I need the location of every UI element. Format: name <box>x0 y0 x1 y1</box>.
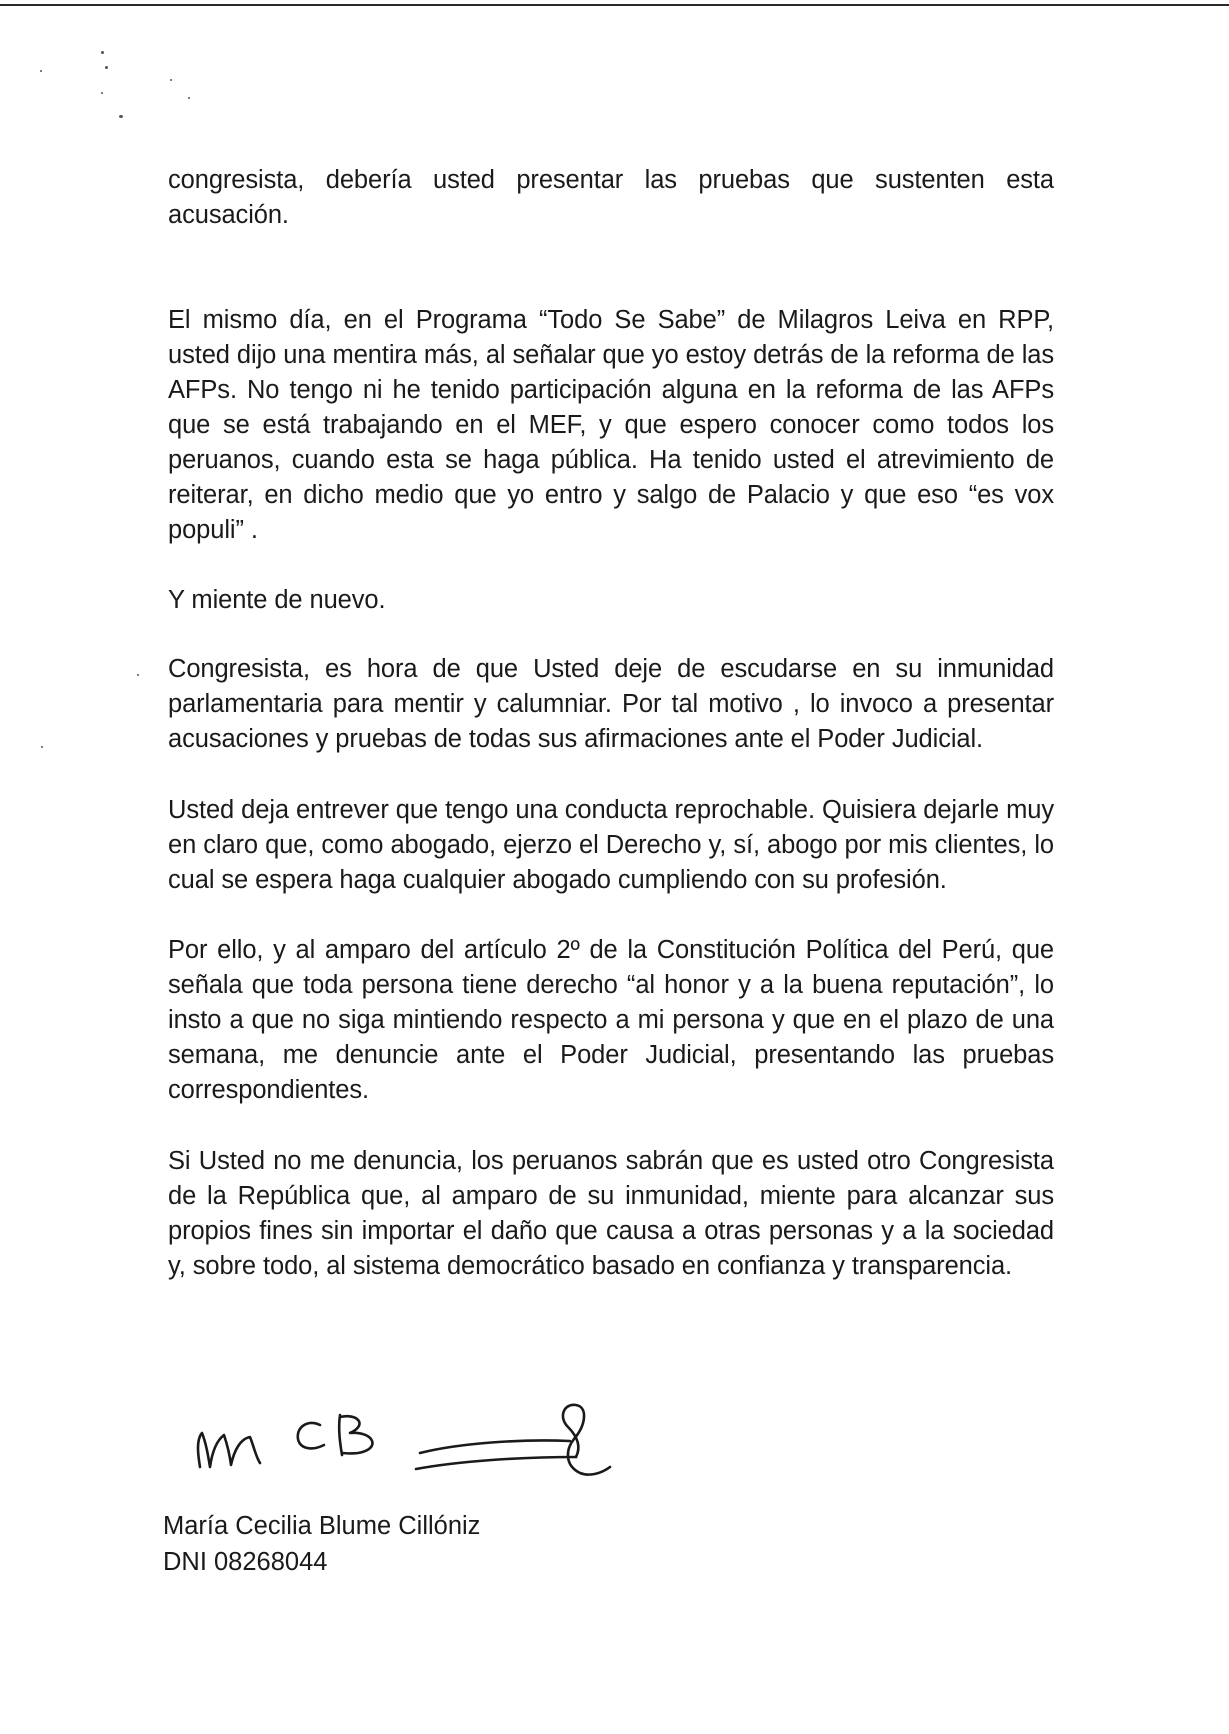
paragraph-7: Si Usted no me denuncia, los peruanos sabrán que es usted otro Congresista de la República que, al amparo de su inmunidad, miente para alcanzar sus propios fines sin importar el daño que causa a otras personas y a la sociedad y, sobre todo, al sistema democrático basado en confianza y transparencia. <box>168 1147 1054 1280</box>
paragraph-6: Por ello, y al amparo del artículo 2º de la Constitución Política del Perú, que señala que toda persona tiene derecho “al honor y a la buena reputación”, lo insto a que no siga mintiendo respecto a mi persona y que en el plazo de una semana, me denuncie ante el Poder Judicial, presentando las pruebas correspondientes. <box>168 936 1054 1104</box>
paragraph-2: El mismo día, en el Programa “Todo Se Sabe” de Milagros Leiva en RPP, usted dijo una mentira más, al señalar que yo estoy detrás de la reforma de las AFPs. No tengo ni he tenido participación alguna en la reforma de las AFPs que se está trabajando en el MEF, y que espero conocer como todos los peruanos, cuando esta se haga pública. Ha tenido usted el atrevimiento de reiterar, en dicho medio que yo entro y salgo de Palacio y que eso “es vox populi” . <box>168 306 1054 544</box>
paragraph-3: Y miente de nuevo. <box>168 586 386 614</box>
signer-name: María Cecilia Blume Cillóniz <box>163 1512 481 1540</box>
signer-id: DNI 08268044 <box>163 1548 328 1576</box>
handwritten-signature <box>190 1395 620 1505</box>
signer-block <box>163 1508 480 1580</box>
paragraph-1: congresista, debería usted presentar las pruebas que sustenten esta acusación. <box>168 166 1054 229</box>
page-top-rule <box>0 4 1229 6</box>
paragraph-4: Congresista, es hora de que Usted deje de escudarse en su inmunidad parlamentaria para mentir y calumniar. Por tal motivo , lo invoco a presentar acusaciones y pruebas de todas sus afirmaciones ante el Poder Judicial. <box>168 655 1054 753</box>
paragraph-5: Usted deja entrever que tengo una conducta reprochable. Quisiera dejarle muy en claro que, como abogado, ejerzo el Derecho y, sí, abogo por mis clientes, lo cual se espera haga cualquier abogado cumpliendo con su profesión. <box>168 796 1054 894</box>
letter-body <box>168 163 1054 1284</box>
